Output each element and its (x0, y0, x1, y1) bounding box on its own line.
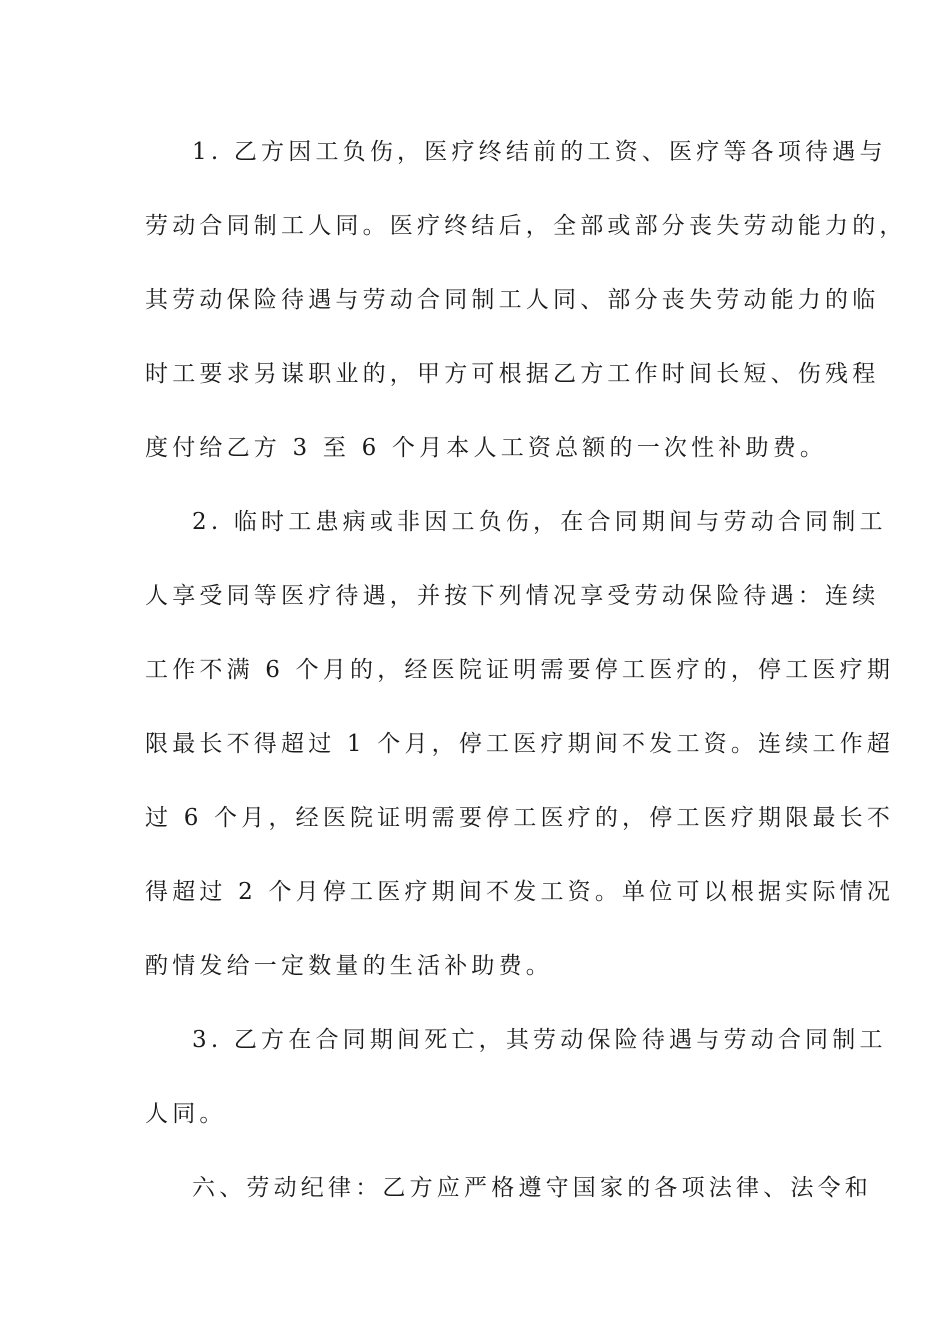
text-line: 得超过 2 个月停工医疗期间不发工资。单位可以根据实际情况 (145, 879, 895, 905)
text-line: 限最长不得超过 1 个月，停工医疗期间不发工资。连续工作超 (145, 731, 895, 757)
text-line: 3. 乙方在合同期间死亡，其劳动保险待遇与劳动合同制工 (192, 1027, 887, 1053)
text-line: 2. 临时工患病或非因工负伤，在合同期间与劳动合同制工 (192, 509, 887, 535)
text-line: 时工要求另谋职业的，甲方可根据乙方工作时间长短、伤残程 (145, 361, 880, 387)
text-line: 人享受同等医疗待遇，并按下列情况享受劳动保险待遇：连续 (145, 583, 880, 609)
text-line: 六、劳动纪律：乙方应严格遵守国家的各项法律、法令和 (192, 1175, 872, 1201)
text-line: 人同。 (145, 1101, 227, 1127)
text-line: 工作不满 6 个月的，经医院证明需要停工医疗的，停工医疗期 (145, 657, 895, 683)
text-line: 1. 乙方因工负伤，医疗终结前的工资、医疗等各项待遇与 (192, 139, 887, 165)
text-line: 劳动合同制工人同。医疗终结后，全部或部分丧失劳动能力的， (145, 213, 907, 239)
text-line: 其劳动保险待遇与劳动合同制工人同、部分丧失劳动能力的临 (145, 287, 880, 313)
text-line: 度付给乙方 3 至 6 个月本人工资总额的一次性补助费。 (145, 435, 828, 461)
text-line: 酌情发给一定数量的生活补助费。 (145, 953, 553, 979)
text-line: 过 6 个月，经医院证明需要停工医疗的，停工医疗期限最长不 (145, 805, 895, 831)
